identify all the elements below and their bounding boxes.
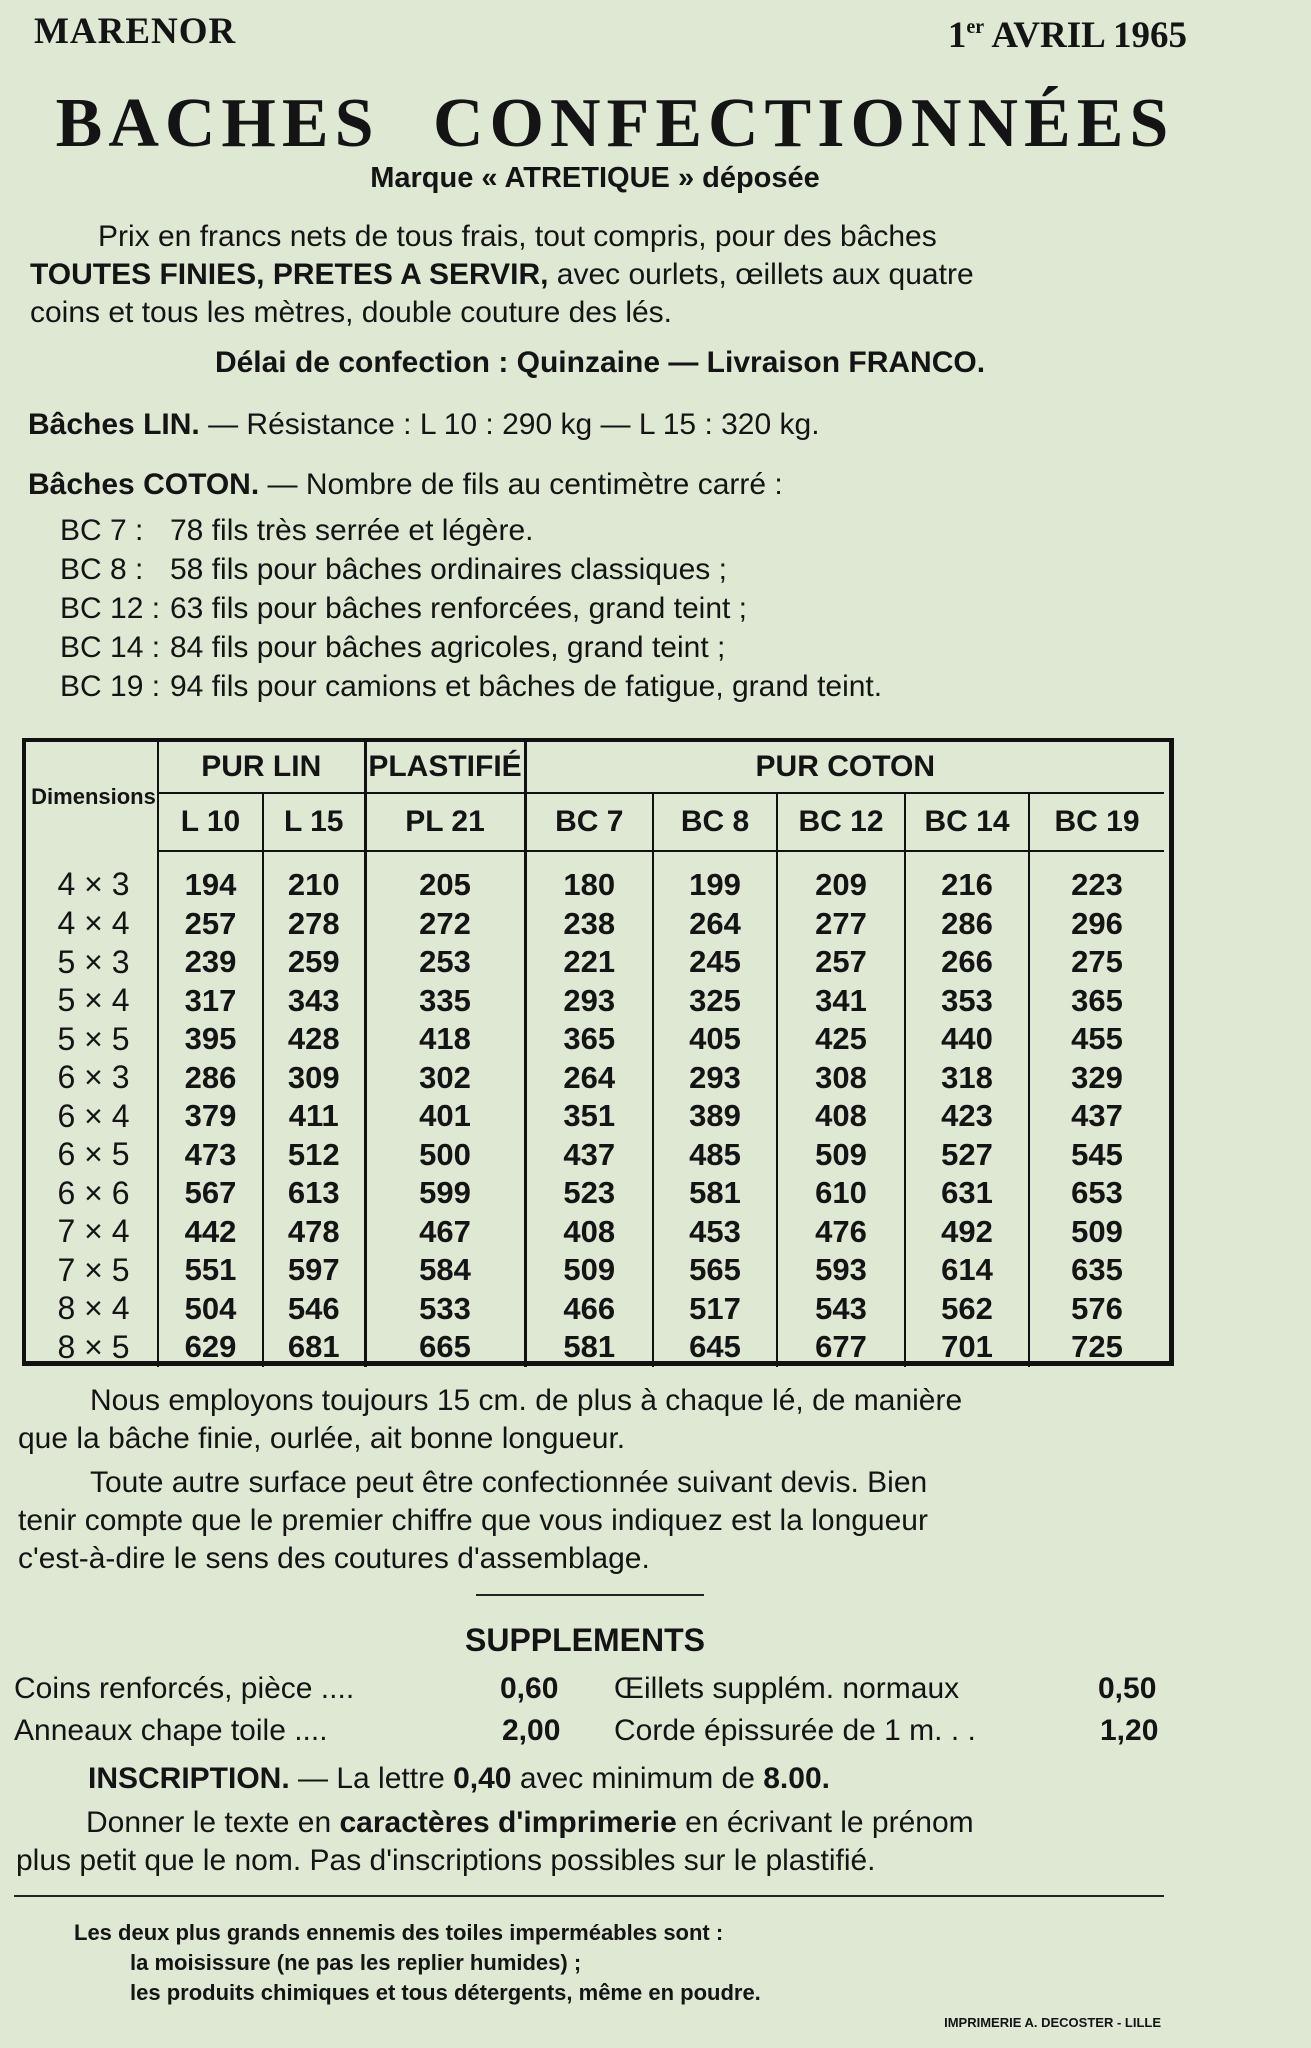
column-header: PL 21 xyxy=(365,793,525,851)
price-cell: 389 xyxy=(653,1097,777,1136)
price-cell: 584 xyxy=(365,1251,525,1290)
price-cell: 408 xyxy=(525,1213,653,1252)
price-cell: 325 xyxy=(653,982,777,1021)
price-cell: 343 xyxy=(263,982,365,1021)
supplement-price: 1,20 xyxy=(1100,1714,1159,1747)
dimension-cell: 7 × 4 xyxy=(57,1213,130,1250)
column-header: BC 12 xyxy=(777,793,905,851)
price-cell: 562 xyxy=(905,1290,1029,1329)
coton-item xyxy=(60,553,727,587)
price-cell: 428 xyxy=(263,1020,365,1059)
price-cell: 423 xyxy=(905,1097,1029,1136)
dimension-cell: 4 × 3 xyxy=(57,866,130,903)
price-cell: 610 xyxy=(777,1174,905,1213)
price-cell: 335 xyxy=(365,982,525,1021)
note-2-line-1: Toute autre surface peut être confectionnée suivant devis. Bien xyxy=(90,1466,928,1499)
inscription-line xyxy=(88,1762,830,1796)
price-cell: 613 xyxy=(263,1174,365,1213)
inscription-price: 0,40 xyxy=(453,1762,512,1795)
price-cell: 405 xyxy=(653,1020,777,1059)
price-cell: 302 xyxy=(365,1059,525,1098)
price-cell: 466 xyxy=(525,1290,653,1329)
price-cell: 418 xyxy=(365,1020,525,1059)
note-2-line-2: tenir compte que le premier chiffre que vous indiquez est la longueur xyxy=(18,1504,928,1537)
price-cell: 645 xyxy=(653,1328,777,1367)
price-table xyxy=(22,738,1174,1366)
inscription-minimum: 8.00. xyxy=(763,1762,830,1795)
table-row xyxy=(30,1136,1164,1175)
price-cell: 257 xyxy=(158,905,263,944)
coton-item xyxy=(60,592,747,626)
delivery-terms: Délai de confection : Quinzaine — Livraison FRANCO. xyxy=(214,346,986,379)
price-cell: 665 xyxy=(365,1328,525,1367)
price-cell: 351 xyxy=(525,1097,653,1136)
note-1-line-2: que la bâche finie, ourlée, ait bonne longueur. xyxy=(18,1422,626,1455)
price-cell: 467 xyxy=(365,1213,525,1252)
column-header: L 10 xyxy=(158,793,263,851)
price-cell: 239 xyxy=(158,943,263,982)
warning-line-1: Les deux plus grands ennemis des toiles imperméables sont : xyxy=(74,1920,724,1945)
intro-emphasis: TOUTES FINIES, PRETES A SERVIR, xyxy=(30,258,549,291)
price-cell: 296 xyxy=(1029,905,1164,944)
table-row xyxy=(30,851,1164,905)
date-suffix: er xyxy=(966,16,985,38)
supplement-label: Corde épissurée de 1 m. . . xyxy=(614,1714,976,1747)
price-cell: 341 xyxy=(777,982,905,1021)
price-cell: 523 xyxy=(525,1174,653,1213)
price-cell: 581 xyxy=(525,1328,653,1367)
dimension-cell: 6 × 3 xyxy=(57,1059,130,1096)
coton-item xyxy=(60,670,882,704)
price-cell: 205 xyxy=(365,851,525,905)
supplement-label: Œillets supplém. normaux xyxy=(614,1672,960,1705)
coton-code: BC 14 : xyxy=(60,631,161,664)
table-row xyxy=(30,1213,1164,1252)
price-cell: 614 xyxy=(905,1251,1029,1290)
instruction-line-2: plus petit que le nom. Pas d'inscriptions possibles sur le plastifié. xyxy=(16,1844,876,1877)
price-cell: 180 xyxy=(525,851,653,905)
price-cell: 199 xyxy=(653,851,777,905)
coton-desc: 84 fils pour bâches agricoles, grand teint ; xyxy=(170,631,726,664)
dimension-cell: 4 × 4 xyxy=(57,905,130,942)
dimension-cell: 6 × 4 xyxy=(57,1097,130,1134)
coton-item xyxy=(60,631,725,665)
price-cell: 209 xyxy=(777,851,905,905)
price-cell: 272 xyxy=(365,905,525,944)
price-cell: 527 xyxy=(905,1136,1029,1175)
lin-resistance xyxy=(28,408,820,442)
price-cell: 476 xyxy=(777,1213,905,1252)
table-row xyxy=(30,982,1164,1021)
coton-desc: 94 fils pour camions et bâches de fatigue, grand teint. xyxy=(170,670,883,703)
price-cell: 353 xyxy=(905,982,1029,1021)
price-cell: 210 xyxy=(263,851,365,905)
price-cell: 581 xyxy=(653,1174,777,1213)
supplement-price: 0,50 xyxy=(1098,1672,1157,1705)
price-cell: 576 xyxy=(1029,1290,1164,1329)
price-cell: 485 xyxy=(653,1136,777,1175)
price-cell: 512 xyxy=(263,1136,365,1175)
price-cell: 395 xyxy=(158,1020,263,1059)
price-cell: 275 xyxy=(1029,943,1164,982)
instruction-text: en écrivant le prénom xyxy=(676,1806,974,1839)
coton-text: — Nombre de fils au centimètre carré : xyxy=(259,468,783,501)
price-cell: 517 xyxy=(653,1290,777,1329)
group-pur-lin: PUR LIN xyxy=(158,742,365,793)
dimension-cell: 8 × 5 xyxy=(57,1328,130,1365)
price-table-body xyxy=(30,851,1164,1367)
price-cell: 504 xyxy=(158,1290,263,1329)
dimension-cell: 5 × 3 xyxy=(57,943,130,980)
coton-code: BC 8 : xyxy=(60,553,144,586)
table-row xyxy=(30,1059,1164,1098)
price-cell: 545 xyxy=(1029,1136,1164,1175)
table-row xyxy=(30,905,1164,944)
price-cell: 565 xyxy=(653,1251,777,1290)
price-cell: 478 xyxy=(263,1213,365,1252)
price-cell: 253 xyxy=(365,943,525,982)
price-cell: 264 xyxy=(653,905,777,944)
price-cell: 286 xyxy=(905,905,1029,944)
price-cell: 492 xyxy=(905,1213,1029,1252)
table-row xyxy=(30,1251,1164,1290)
dimension-cell: 8 × 4 xyxy=(57,1290,130,1327)
page-title: BACHES CONFECTIONNÉES xyxy=(55,85,1175,162)
dimension-cell: 6 × 6 xyxy=(57,1174,130,1211)
price-cell: 681 xyxy=(263,1328,365,1367)
price-cell: 453 xyxy=(653,1213,777,1252)
price-cell: 401 xyxy=(365,1097,525,1136)
price-cell: 286 xyxy=(158,1059,263,1098)
intro-line-1: Prix en francs nets de tous frais, tout compris, pour des bâches xyxy=(98,220,937,253)
price-cell: 597 xyxy=(263,1251,365,1290)
price-cell: 257 xyxy=(777,943,905,982)
table-row xyxy=(30,1097,1164,1136)
price-cell: 216 xyxy=(905,851,1029,905)
price-cell: 293 xyxy=(525,982,653,1021)
intro-line-3: coins et tous les mètres, double couture des lés. xyxy=(30,296,673,329)
supplement-label: Coins renforcés, pièce .... xyxy=(14,1672,355,1705)
price-cell: 629 xyxy=(158,1328,263,1367)
price-cell: 259 xyxy=(263,943,365,982)
table-row xyxy=(30,1328,1164,1367)
lin-label: Bâches LIN. xyxy=(28,408,200,441)
price-cell: 245 xyxy=(653,943,777,982)
coton-heading xyxy=(28,468,783,502)
table-row xyxy=(30,943,1164,982)
inscription-text: — La lettre xyxy=(289,1762,454,1795)
coton-code: BC 7 : xyxy=(60,514,144,547)
price-cell: 317 xyxy=(158,982,263,1021)
price-cell: 408 xyxy=(777,1097,905,1136)
supplement-price: 2,00 xyxy=(502,1714,561,1747)
instruction-text: Donner le texte en xyxy=(86,1806,340,1839)
inscription-label: INSCRIPTION. xyxy=(88,1762,290,1795)
date-month-year: AVRIL 1965 xyxy=(991,15,1187,56)
document-date xyxy=(948,14,1187,57)
coton-label: Bâches COTON. xyxy=(28,468,260,501)
price-cell: 365 xyxy=(525,1020,653,1059)
price-cell: 473 xyxy=(158,1136,263,1175)
instruction-emphasis: caractères d'imprimerie xyxy=(339,1806,677,1839)
price-cell: 437 xyxy=(1029,1097,1164,1136)
dimensions-header: Dimensions xyxy=(31,783,156,809)
price-cell: 567 xyxy=(158,1174,263,1213)
price-cell: 194 xyxy=(158,851,263,905)
column-header: L 15 xyxy=(263,793,365,851)
table-row xyxy=(30,1020,1164,1059)
warning-line-3: les produits chimiques et tous détergents, même en poudre. xyxy=(130,1980,761,2005)
supplements-title: SUPPLEMENTS xyxy=(464,1622,706,1658)
price-cell: 277 xyxy=(777,905,905,944)
lin-text: — Résistance : L 10 : 290 kg — L 15 : 320 kg. xyxy=(199,408,820,441)
dimension-cell: 6 × 5 xyxy=(57,1136,130,1173)
price-cell: 309 xyxy=(263,1059,365,1098)
divider xyxy=(14,1895,1164,1897)
price-cell: 437 xyxy=(525,1136,653,1175)
price-cell: 635 xyxy=(1029,1251,1164,1290)
price-cell: 379 xyxy=(158,1097,263,1136)
inscription-text: avec minimum de xyxy=(511,1762,764,1795)
supplement-price: 0,60 xyxy=(500,1672,559,1705)
price-cell: 653 xyxy=(1029,1174,1164,1213)
supplement-label: Anneaux chape toile .... xyxy=(14,1714,328,1747)
price-cell: 509 xyxy=(777,1136,905,1175)
price-cell: 442 xyxy=(158,1213,263,1252)
price-cell: 500 xyxy=(365,1136,525,1175)
dimension-cell: 7 × 5 xyxy=(57,1251,130,1288)
column-header: BC 8 xyxy=(653,793,777,851)
price-cell: 593 xyxy=(777,1251,905,1290)
price-cell: 411 xyxy=(263,1097,365,1136)
instruction-line-1 xyxy=(86,1806,974,1840)
coton-desc: 58 fils pour bâches ordinaires classiques ; xyxy=(170,553,727,586)
printer-credit: IMPRIMERIE A. DECOSTER - LILLE xyxy=(944,2015,1161,2030)
column-header: BC 14 xyxy=(905,793,1029,851)
coton-item xyxy=(60,514,534,548)
column-header: BC 7 xyxy=(525,793,653,851)
price-cell: 266 xyxy=(905,943,1029,982)
price-cell: 509 xyxy=(1029,1213,1164,1252)
price-cell: 543 xyxy=(777,1290,905,1329)
price-cell: 546 xyxy=(263,1290,365,1329)
price-cell: 365 xyxy=(1029,982,1164,1021)
price-cell: 455 xyxy=(1029,1020,1164,1059)
brand-name: MARENOR xyxy=(34,11,237,52)
price-cell: 425 xyxy=(777,1020,905,1059)
page-subtitle: Marque « ATRETIQUE » déposée xyxy=(370,162,820,194)
price-cell: 551 xyxy=(158,1251,263,1290)
price-cell: 238 xyxy=(525,905,653,944)
price-cell: 631 xyxy=(905,1174,1029,1213)
price-table-grid xyxy=(30,742,1164,1367)
group-plastifie: PLASTIFIÉ xyxy=(365,742,525,793)
price-cell: 264 xyxy=(525,1059,653,1098)
intro-line-2 xyxy=(30,258,974,292)
warning-line-2: la moisissure (ne pas les replier humides) ; xyxy=(130,1950,582,1975)
price-cell: 599 xyxy=(365,1174,525,1213)
dimension-cell: 5 × 5 xyxy=(57,1020,130,1057)
coton-code: BC 19 : xyxy=(60,670,161,703)
price-cell: 223 xyxy=(1029,851,1164,905)
price-cell: 677 xyxy=(777,1328,905,1367)
divider xyxy=(476,1594,704,1596)
group-pur-coton: PUR COTON xyxy=(525,742,1164,793)
price-cell: 308 xyxy=(777,1059,905,1098)
price-cell: 440 xyxy=(905,1020,1029,1059)
coton-code: BC 12 : xyxy=(60,592,161,625)
column-header: BC 19 xyxy=(1029,793,1164,851)
dimension-cell: 5 × 4 xyxy=(57,982,130,1019)
price-cell: 701 xyxy=(905,1328,1029,1367)
price-cell: 533 xyxy=(365,1290,525,1329)
intro-line-2-rest: avec ourlets, œillets aux quatre xyxy=(548,258,974,291)
coton-desc: 78 fils très serrée et légère. xyxy=(170,514,534,547)
price-cell: 293 xyxy=(653,1059,777,1098)
price-cell: 221 xyxy=(525,943,653,982)
coton-desc: 63 fils pour bâches renforcées, grand teint ; xyxy=(170,592,748,625)
date-day: 1 xyxy=(947,15,967,56)
price-cell: 509 xyxy=(525,1251,653,1290)
price-cell: 278 xyxy=(263,905,365,944)
note-1-line-1: Nous employons toujours 15 cm. de plus à chaque lé, de manière xyxy=(90,1384,963,1417)
price-cell: 318 xyxy=(905,1059,1029,1098)
table-row xyxy=(30,1290,1164,1329)
table-row xyxy=(30,1174,1164,1213)
price-cell: 329 xyxy=(1029,1059,1164,1098)
price-cell: 725 xyxy=(1029,1328,1164,1367)
note-2-line-3: c'est-à-dire le sens des coutures d'assemblage. xyxy=(18,1542,650,1575)
